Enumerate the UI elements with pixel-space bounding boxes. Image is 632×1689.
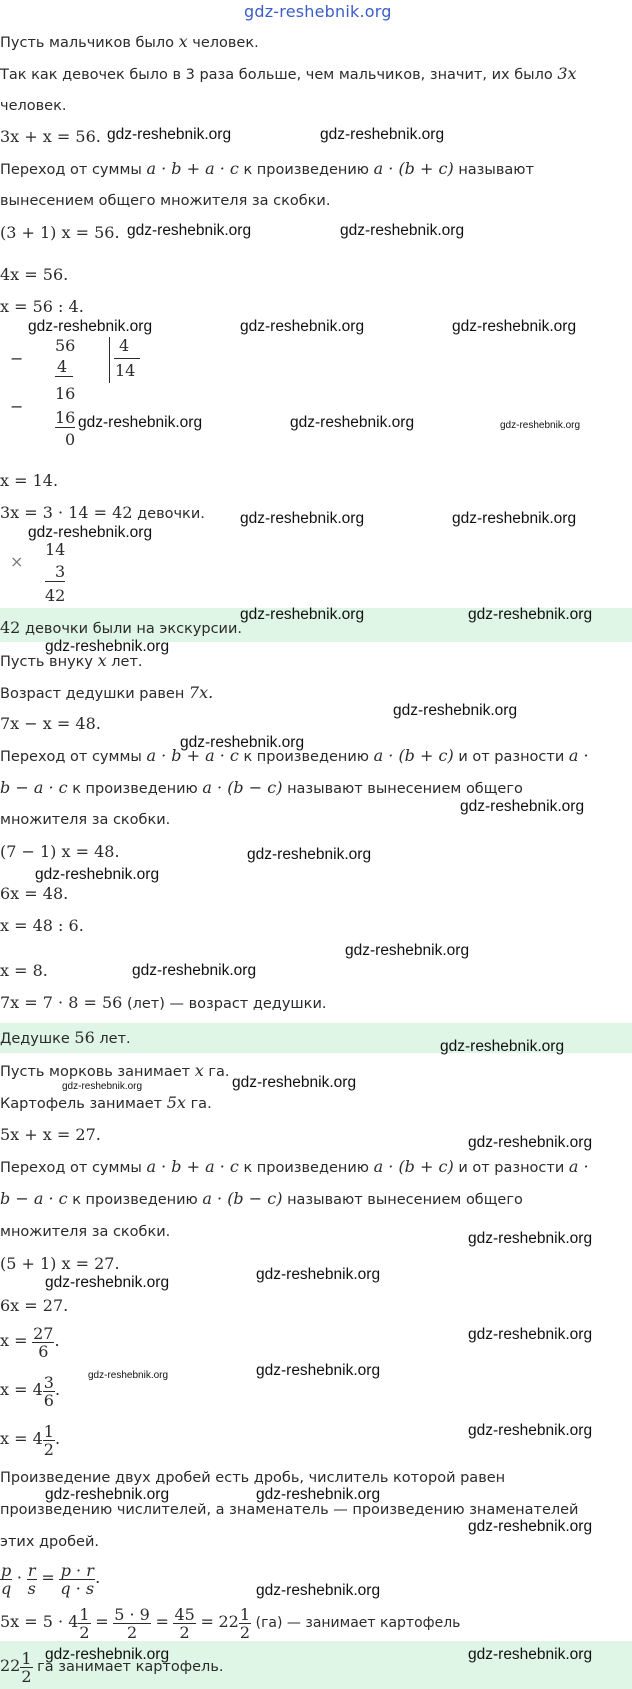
text: га. bbox=[208, 1064, 230, 1080]
watermark-text: gdz-reshebnik.org bbox=[500, 420, 581, 431]
den: 2 bbox=[43, 1439, 54, 1459]
watermark-text: gdz-reshebnik.org bbox=[28, 318, 153, 335]
fraction bbox=[32, 1325, 54, 1360]
answer-num: 56 bbox=[74, 1028, 95, 1047]
watermark-text: gdz-reshebnik.org bbox=[256, 1266, 381, 1283]
t3-eq3: 6x = 27. bbox=[0, 1296, 69, 1315]
watermark-text: gdz-reshebnik.org bbox=[256, 1486, 381, 1503]
t3-line1 bbox=[0, 1061, 229, 1082]
num: r bbox=[27, 1560, 36, 1580]
watermark-text: gdz-reshebnik.org bbox=[440, 1038, 565, 1055]
t3-eq2: (5 + 1) x = 27. bbox=[0, 1254, 120, 1273]
sub2: 16 bbox=[55, 408, 76, 427]
var: 7x. bbox=[188, 683, 214, 702]
fraction bbox=[113, 1606, 151, 1641]
t3-rule-line2 bbox=[0, 1189, 523, 1210]
t3-line2 bbox=[0, 1093, 212, 1114]
div-minus-2: − bbox=[10, 397, 24, 416]
t3-eq1: 5x + x = 27. bbox=[0, 1125, 101, 1144]
watermark-text: gdz-reshebnik.org bbox=[132, 962, 257, 979]
var: 3x bbox=[557, 64, 577, 83]
text: Пусть мальчиков было bbox=[0, 35, 174, 51]
fraction bbox=[78, 1606, 90, 1641]
mul-a: 14 bbox=[45, 540, 66, 559]
watermark-text: gdz-reshebnik.org bbox=[460, 798, 585, 815]
watermark-text: gdz-reshebnik.org bbox=[256, 1582, 381, 1599]
whole: 22 bbox=[218, 1612, 239, 1631]
text: называют bbox=[458, 162, 534, 178]
watermark-text: gdz-reshebnik.org bbox=[240, 318, 365, 335]
text: и от разности bbox=[458, 749, 565, 765]
num: p bbox=[1, 1560, 12, 1580]
den: 2 bbox=[239, 1622, 250, 1642]
den: 6 bbox=[38, 1341, 49, 1361]
watermark-text: gdz-reshebnik.org bbox=[62, 1081, 143, 1092]
t3-rule2-line1: Произведение двух дробей есть дробь, числитель которой равен bbox=[0, 1470, 506, 1486]
watermark-text: gdz-reshebnik.org bbox=[240, 606, 365, 623]
expr: 3x = 3 · 14 = 42 bbox=[0, 503, 133, 522]
t3-eq6: x = 4 $\frac{1}{2}$ . bbox=[0, 1421, 61, 1459]
t2-line2 bbox=[0, 683, 213, 704]
text: девочки. bbox=[137, 506, 205, 522]
den: 2 bbox=[21, 1666, 32, 1686]
var: x bbox=[194, 1061, 204, 1080]
t1-eq3: 4x = 56. bbox=[0, 265, 69, 284]
expr: a · bbox=[568, 1157, 589, 1176]
t1-eq6 bbox=[0, 503, 205, 524]
text: Переход от суммы bbox=[0, 1160, 142, 1176]
t1-line1 bbox=[0, 32, 259, 53]
num: p · r bbox=[60, 1560, 94, 1580]
answer-text: лет. bbox=[99, 1031, 131, 1047]
fraction bbox=[43, 1423, 55, 1458]
var: 5x bbox=[166, 1093, 186, 1112]
t2-rule-line2 bbox=[0, 778, 523, 799]
watermark-text: gdz-reshebnik.org bbox=[45, 1486, 170, 1503]
num: 3 bbox=[43, 1372, 54, 1392]
text: называют вынесением общего bbox=[287, 781, 523, 797]
t3-formula: $\frac{p}{q}$ · $\frac{r}{s}$ = $\frac{p \cdot r}{q \cdot s}$ . bbox=[1, 1560, 101, 1598]
watermark-text: gdz-reshebnik.org bbox=[127, 222, 252, 239]
watermark-text: gdz-reshebnik.org bbox=[45, 638, 170, 655]
num: 1 bbox=[21, 1648, 32, 1668]
t3-rule2-line2: произведению числителей, а знаменатель — произведению знаменателей bbox=[0, 1502, 579, 1518]
div-rem1: 16 bbox=[55, 384, 76, 403]
t1-rule-line2: вынесением общего множителя за скобки. bbox=[0, 193, 331, 209]
div-rem2: 0 bbox=[65, 430, 76, 449]
expr: 7x = 7 · 8 = 56 bbox=[0, 993, 123, 1012]
watermark-text: gdz-reshebnik.org bbox=[88, 1370, 169, 1381]
den: 6 bbox=[43, 1390, 54, 1410]
num: 1 bbox=[43, 1421, 54, 1441]
watermark-text: gdz-reshebnik.org bbox=[180, 734, 305, 751]
text: к произведению bbox=[72, 781, 198, 797]
text: Переход от суммы bbox=[0, 162, 142, 178]
den: q · s bbox=[60, 1578, 95, 1598]
fraction bbox=[0, 1562, 12, 1597]
t3-eq7: 5x = 5 · 4 $\frac{1}{2}$ = $\frac{5 \cdot 9}{2}$ = $\frac{45}{2}$ = 22 $\frac{1}{2}$ (га) — занимает картофель bbox=[0, 1604, 461, 1642]
text: Так как девочек было в 3 раза больше, чем мальчиков, значит, их было bbox=[0, 67, 553, 83]
t1-eq4: x = 56 : 4. bbox=[0, 297, 84, 316]
div-sub2 bbox=[55, 409, 75, 428]
expr: b − a · c bbox=[0, 1189, 68, 1208]
text: называют вынесением общего bbox=[287, 1192, 523, 1208]
text: (га) — занимает картофель bbox=[255, 1615, 461, 1631]
var: x bbox=[97, 651, 107, 670]
watermark-text: gdz-reshebnik.org bbox=[452, 318, 577, 335]
answer-text: Дедушке bbox=[0, 1031, 70, 1047]
watermark-text: gdz-reshebnik.org bbox=[247, 846, 372, 863]
t3-rule2-line3: этих дробей. bbox=[0, 1534, 100, 1550]
expr: a · b + a · c bbox=[146, 1157, 239, 1176]
watermark-text: gdz-reshebnik.org bbox=[345, 942, 470, 959]
expr: a · (b + c) bbox=[373, 159, 454, 178]
text: Переход от суммы bbox=[0, 749, 142, 765]
watermark-text: gdz-reshebnik.org bbox=[78, 414, 203, 431]
div-divisor: 4 bbox=[119, 336, 130, 355]
t2-eq5: x = 8. bbox=[0, 961, 48, 980]
div-quotient: 14 bbox=[115, 361, 136, 380]
expr: a · (b + c) bbox=[373, 1157, 454, 1176]
t2-eq2: (7 − 1) x = 48. bbox=[0, 842, 120, 861]
num: 1 bbox=[79, 1604, 90, 1624]
watermark-text: gdz-reshebnik.org bbox=[232, 1074, 357, 1091]
text: человек. bbox=[192, 35, 259, 51]
watermark-text: gdz-reshebnik.org bbox=[468, 1646, 593, 1663]
den: s bbox=[27, 1578, 36, 1598]
text: га. bbox=[190, 1096, 212, 1112]
fraction bbox=[43, 1374, 55, 1409]
t3-eq5: x = 4 $\frac{3}{6}$ . bbox=[0, 1372, 61, 1410]
t3-rule-line3: множителя за скобки. bbox=[0, 1224, 171, 1240]
mul-result: 42 bbox=[45, 586, 66, 605]
fraction bbox=[27, 1562, 37, 1597]
answer-text: девочки были на экскурсии. bbox=[24, 621, 243, 637]
watermark-text: gdz-reshebnik.org bbox=[28, 524, 153, 541]
expr: 5x = 5 · 4 bbox=[0, 1612, 79, 1631]
t1-line2 bbox=[0, 64, 577, 85]
watermark-text: gdz-reshebnik.org bbox=[45, 1274, 170, 1291]
watermark-text: gdz-reshebnik.org bbox=[240, 510, 365, 527]
watermark-text: gdz-reshebnik.org bbox=[107, 126, 232, 143]
watermark-text: gdz-reshebnik.org bbox=[468, 606, 593, 623]
t1-eq1: 3x + x = 56. bbox=[0, 127, 101, 146]
text: Пусть внуку bbox=[0, 654, 94, 670]
watermark-text: gdz-reshebnik.org bbox=[256, 1362, 381, 1379]
div-minus-1: − bbox=[10, 349, 24, 368]
text: к произведению bbox=[72, 1192, 198, 1208]
num: 45 bbox=[174, 1604, 195, 1624]
var: x bbox=[178, 32, 188, 51]
watermark-text: gdz-reshebnik.org bbox=[468, 1326, 593, 1343]
t2-answer bbox=[0, 1028, 131, 1049]
text: к произведению bbox=[243, 162, 370, 178]
watermark-text: gdz-reshebnik.org bbox=[468, 1518, 593, 1535]
t2-eq4: x = 48 : 6. bbox=[0, 916, 84, 935]
num: 1 bbox=[239, 1604, 250, 1624]
fraction bbox=[20, 1650, 32, 1685]
mul-sign: × bbox=[10, 552, 24, 571]
expr: a · (b − c) bbox=[202, 778, 283, 797]
t1-eq5: x = 14. bbox=[0, 471, 59, 490]
expr: x = 4 bbox=[0, 1429, 43, 1448]
expr: a · (b − c) bbox=[202, 1189, 283, 1208]
num: 27 bbox=[33, 1323, 54, 1343]
answer-text: га занимает картофель. bbox=[37, 1659, 224, 1675]
expr: a · b + a · c bbox=[146, 159, 239, 178]
text: Пусть морковь занимает bbox=[0, 1064, 191, 1080]
t2-rule-line3: множителя за скобки. bbox=[0, 812, 171, 828]
div-sub1 bbox=[55, 358, 73, 377]
text: Возраст дедушки равен bbox=[0, 686, 185, 702]
text: лет. bbox=[111, 654, 143, 670]
expr: a · (b + c) bbox=[373, 746, 454, 765]
t1-line3: человек. bbox=[0, 98, 67, 114]
div-divisor-line bbox=[114, 358, 140, 359]
sub1: 4 bbox=[55, 358, 73, 377]
t2-eq6 bbox=[0, 993, 326, 1014]
num: 5 · 9 bbox=[114, 1604, 150, 1624]
expr: a · b + a · c bbox=[146, 746, 239, 765]
fraction bbox=[173, 1606, 195, 1641]
den: 2 bbox=[126, 1622, 138, 1642]
text: к произведению bbox=[243, 1160, 370, 1176]
text: к произведению bbox=[243, 749, 370, 765]
watermark-text: gdz-reshebnik.org bbox=[468, 1230, 593, 1247]
expr: x = bbox=[0, 1331, 28, 1350]
den: 2 bbox=[79, 1622, 90, 1642]
t1-rule-line1 bbox=[0, 159, 534, 180]
div-vertical-bar bbox=[109, 337, 110, 383]
text: и от разности bbox=[458, 1160, 565, 1176]
mul-b-val: 3 bbox=[45, 563, 65, 582]
watermark-text: gdz-reshebnik.org bbox=[320, 126, 445, 143]
t2-eq3: 6x = 48. bbox=[0, 884, 69, 903]
fraction bbox=[239, 1606, 251, 1641]
t1-eq2: (3 + 1) x = 56. bbox=[0, 223, 120, 242]
t1-answer bbox=[0, 618, 242, 639]
text: (лет) — возраст дедушки. bbox=[126, 996, 327, 1012]
den: 2 bbox=[179, 1622, 190, 1642]
t3-eq4: x = $\frac{27}{6}$ . bbox=[0, 1323, 60, 1361]
text: Картофель занимает bbox=[0, 1096, 163, 1112]
fraction bbox=[59, 1562, 95, 1597]
watermark-text: gdz-reshebnik.org bbox=[45, 1646, 170, 1663]
expr: b − a · c bbox=[0, 778, 68, 797]
expr: a · bbox=[568, 746, 589, 765]
t2-eq1: 7x − x = 48. bbox=[0, 714, 101, 733]
watermark-text: gdz-reshebnik.org bbox=[452, 510, 577, 527]
watermark-text: gdz-reshebnik.org bbox=[340, 222, 465, 239]
answer-num: 42 bbox=[0, 618, 21, 637]
mul-b bbox=[45, 563, 65, 582]
expr: x = 4 bbox=[0, 1380, 43, 1399]
t3-rule-line1 bbox=[0, 1157, 589, 1178]
div-dividend: 56 bbox=[55, 336, 76, 355]
den: q bbox=[1, 1578, 12, 1598]
site-header-link[interactable]: gdz-reshebnik.org bbox=[244, 2, 392, 21]
watermark-text: gdz-reshebnik.org bbox=[290, 414, 415, 431]
watermark-text: gdz-reshebnik.org bbox=[468, 1422, 593, 1439]
watermark-text: gdz-reshebnik.org bbox=[35, 866, 160, 883]
watermark-text: gdz-reshebnik.org bbox=[393, 702, 518, 719]
answer-num: 22 bbox=[0, 1656, 21, 1675]
watermark-text: gdz-reshebnik.org bbox=[468, 1134, 593, 1151]
